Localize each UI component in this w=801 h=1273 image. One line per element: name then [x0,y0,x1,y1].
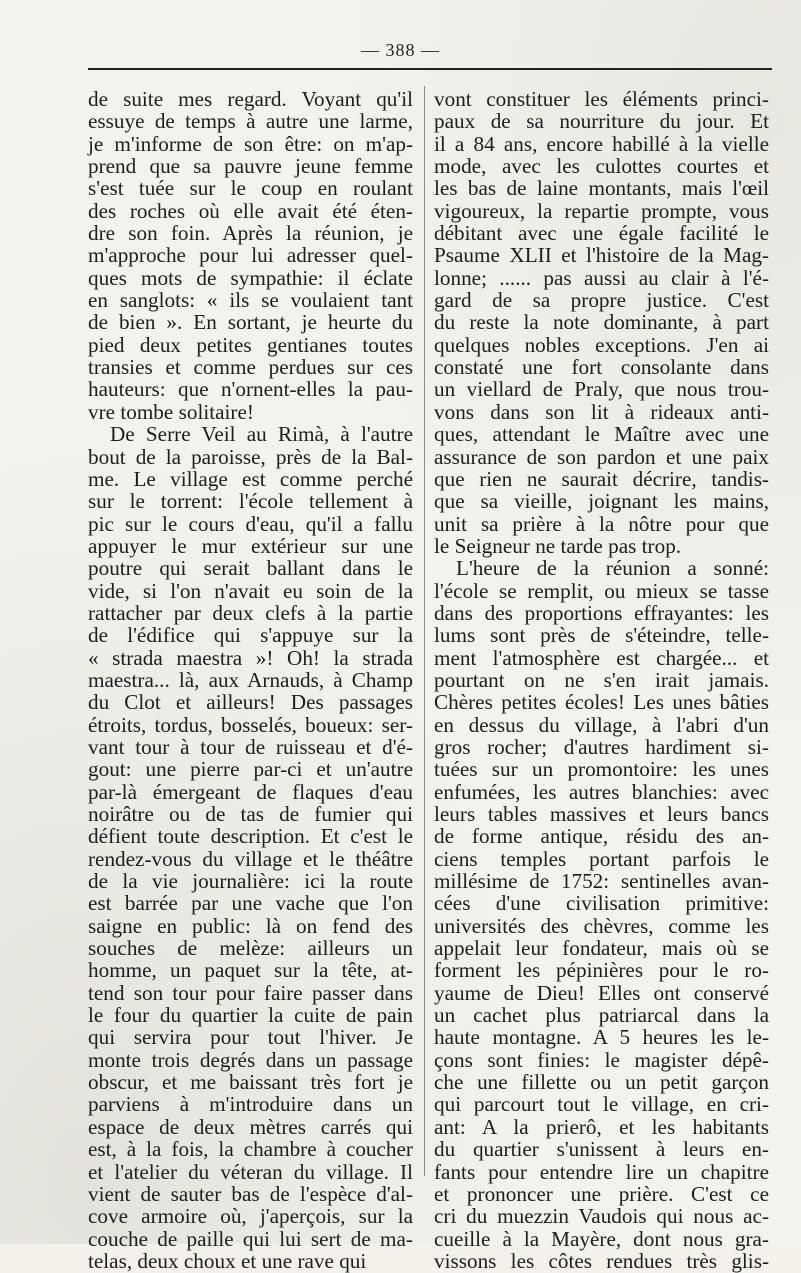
text-line: espace de deux mètres carrés qui [88,1114,413,1139]
text-line: vant tour à tour de ruisseau et d'é- [88,734,413,759]
text-line: un viellard de Praly, que nous trou- [434,377,769,402]
text-line: monte trois degrés dans un passage [88,1047,413,1072]
text-line: pied deux petites gentianes toutes [88,332,413,357]
text-line: m'approche pour lui adresser quel- [88,243,413,268]
text-line: lonne; ...... pas aussi au clair à l'é- [434,265,769,290]
text-line: pic sur le cours d'eau, qu'il a fallu [88,511,413,536]
text-line: ant: A la prierô, et les habitants [434,1114,769,1139]
text-line: « strada maestra »! Oh! la strada [88,645,413,670]
text-line: l'école se remplit, ou mieux se tasse [434,578,769,603]
text-line: ciens temples portant parfois le [434,846,769,871]
text-line: che une fillette ou un petit garçon [434,1070,769,1095]
text-line: s'est tuée sur le coup en roulant [88,176,413,201]
text-line: du quartier s'unissent à leurs en- [434,1137,769,1162]
text-line: Chères petites écoles! Les unes bâties [434,690,769,715]
text-line: couche de paille qui lui sert de ma- [88,1226,413,1251]
text-line: homme, un paquet sur la tête, at- [88,958,413,983]
text-line: par-là émergeant de flaques d'eau [88,779,413,804]
text-line: forment les pépinières pour le ro- [434,958,769,983]
text-line: ment l'atmosphère est chargée... et [434,645,769,670]
text-line: de suite mes regard. Voyant qu'il [88,87,413,111]
text-line: leurs tables massives et leurs bancs [434,802,769,826]
text-line: fants pour entendre lire un chapitre [434,1159,769,1184]
text-line: les bas de laine montants, mais l'œil [434,176,769,201]
text-line: gard de sa propre justice. C'est [434,288,769,313]
text-line: obscur, et me baissant très fort je [88,1070,413,1095]
text-line: que sa vieille, joignant les mains, [434,489,769,514]
text-line: tend son tour pour faire passer dans [88,980,413,1005]
text-line: le four du quartier la cuite de pain [88,1003,413,1028]
text-line: tuées sur un promontoire: les unes [434,757,769,782]
text-line: il a 84 ans, encore habillé à la vielle [434,131,769,156]
text-line: poutre qui serait ballant dans le [88,556,413,581]
text-line: et prononcer une prière. C'est ce [434,1181,769,1206]
text-line: cueille à la Mayère, dont nous gra- [434,1226,769,1251]
left-column [88,88,413,1272]
text-line: cées d'une civilisation primitive: [434,891,769,916]
text-line: enfumées, les autres blanchies: avec [434,779,769,804]
text-line: vissons les côtes rendues très glis- [434,1248,769,1273]
text-line: yaume de Dieu! Elles ont conservé [434,980,769,1005]
page-number: — 388 — [361,40,440,60]
text-line: que rien ne saurait décrire, tandis- [434,466,769,491]
text-line: rattacher par deux clefs à la partie [88,600,413,625]
text-line: sur le torrent: l'école tellement à [88,489,413,514]
text-line: prend que sa pauvre jeune femme [88,154,413,179]
text-line: est barrée par une vache que l'on [88,891,413,916]
text-line: constaté une fort consolante dans [434,355,769,380]
text-line: quelques nobles exceptions. J'en ai [434,332,769,357]
text-line: millésime de 1752: sentinelles avan- [434,869,769,894]
text-line: hauteurs: que n'ornent-elles la pau- [88,377,413,402]
text-line: lums sont près de s'éteindre, telle- [434,623,769,648]
text-line: rendez-vous du village et le théâtre [88,846,413,871]
text-line: paux de sa nourriture du jour. Et [434,109,769,134]
text-line: de bien ». En sortant, je heurte du [88,310,413,335]
text-line: Psaume XLII et l'histoire de la Mag- [434,243,769,268]
text-line: me. Le village est comme perché [88,466,413,491]
text-line: saigne en public: là on fend des [88,913,413,938]
text-line: du Clot et ailleurs! Des passages [88,690,413,715]
text-line: De Serre Veil au Rimà, à l'autre [110,422,413,447]
text-line: défient toute description. Et c'est le [88,824,413,849]
text-line: maestra... là, aux Arnauds, à Champ [88,667,413,692]
text-line: pourtant on ne s'en irait jamais. [434,667,769,692]
text-line: en sanglots: « ils se voulaient tant [88,288,413,313]
text-line: de l'édifice qui s'appuye sur la [88,623,413,648]
text-line: vons dans son lit à rideaux anti- [434,399,769,424]
text-line: vient de sauter bas de l'espèce d'al- [88,1181,413,1206]
text-line: vre tombe solitaire! [88,399,254,424]
text-line: débitant avec une égale facilité le [434,221,769,246]
text-line: qui servira pour tout l'hiver. Je [88,1025,413,1050]
text-line: souches de melèze: ailleurs un [88,936,413,961]
text-line: bout de la paroisse, près de la Bal- [88,444,413,469]
text-line: qui parcourt tout le village, en cri- [434,1092,769,1117]
column-divider [424,86,425,1176]
text-line: cri du muezzin Vaudois qui nous ac- [434,1204,769,1229]
text-line: cove armoire où, j'aperçois, sur la [88,1204,413,1229]
text-line: du reste la note dominante, à part [434,310,769,335]
text-line: dre son foin. Après la réunion, je [88,221,413,246]
text-line: ques mots de sympathie: il éclate [88,265,413,290]
header-rule [88,68,772,70]
text-line: appuyer le mur extérieur sur une [88,533,413,558]
text-line: essuye de temps à autre une larme, [88,109,413,134]
text-line: je m'informe de son être: on m'ap- [88,131,413,156]
text-line: vide, si l'on n'avait eu soin de la [88,578,413,603]
text-line: un cachet plus patriarcal dans la [434,1003,769,1028]
text-line: est, à la fois, la chambre à coucher [88,1137,413,1162]
text-line: de forme antique, résidu des an- [434,824,769,849]
text-line: vigoureux, la repartie prompte, vous [434,198,769,223]
text-line: vont constituer les éléments princi- [434,87,769,111]
text-line: universités des chèvres, comme les [434,913,769,938]
text-line: noirâtre ou de tas de fumier qui [88,802,413,826]
text-line: de la vie journalière: ici la route [88,869,413,894]
text-line: telas, deux choux et une rave qui [88,1248,367,1273]
text-line: dans des proportions effrayantes: les [434,600,769,625]
text-line: mode, avec les culottes courtes et [434,154,769,179]
text-line: étroits, tordus, bosselés, boueux: ser- [88,712,413,737]
text-line: gout: une pierre par-ci et un'autre [88,757,413,782]
text-line: transies et comme perdues sur ces [88,355,413,380]
text-line: unit sa prière à la nôtre pour que [434,511,769,536]
text-line: L'heure de la réunion a sonné: [456,556,769,581]
text-line: haute montagne. A 5 heures les le- [434,1025,769,1050]
text-line: gros rocher; d'autres hardiment si- [434,734,769,759]
text-line: çons sont finies: le magister dépê- [434,1047,769,1072]
text-line: des roches où elle avait été éten- [88,198,413,223]
text-line: en dessus du village, à l'abri d'un [434,712,769,737]
right-column [434,88,769,1272]
text-line: parviens à m'introduire dans un [88,1092,413,1117]
text-line: et l'atelier du véteran du village. Il [88,1159,413,1184]
text-line: ques, attendant le Maître avec une [434,422,769,447]
text-line: le Seigneur ne tarde pas trop. [434,533,682,558]
text-line: appelait leur fondateur, mais où se [434,936,769,961]
text-line: assurance de son pardon et une paix [434,444,769,469]
